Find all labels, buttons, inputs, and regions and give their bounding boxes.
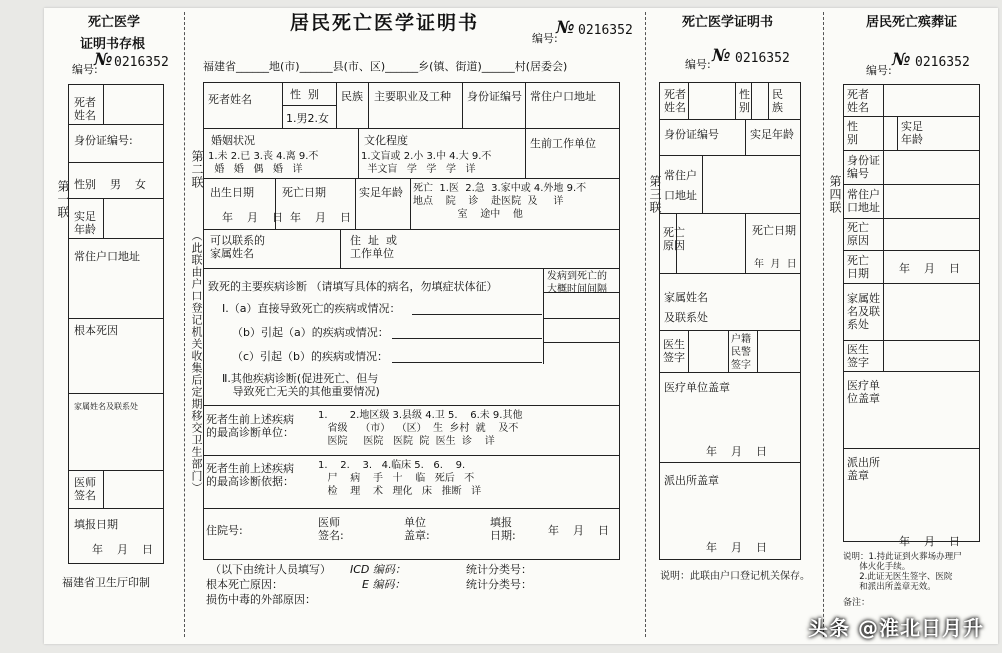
fourth-cause-label: 死亡 原因 xyxy=(847,221,869,247)
main-no-symbol: № xyxy=(556,18,575,38)
fourth-id-label: 身份证 编号 xyxy=(847,154,880,180)
fourth-serial-number: 0216352 xyxy=(915,55,970,70)
diagnosis-interval-label: 发病到死亡的 大概时间间隔 xyxy=(547,271,607,295)
perforation-line-1 xyxy=(184,12,185,637)
third-sex-label: 性 别 xyxy=(739,88,750,114)
stats-class-1: 统计分类号： xyxy=(466,563,532,576)
stats-root-cause: 根本死亡原因： xyxy=(206,578,283,591)
fourth-family-label: 家属姓 名及联 系处 xyxy=(847,292,880,331)
main-age-label: 实足年龄 xyxy=(359,186,403,199)
fourth-union-label: 第四联 xyxy=(828,175,842,214)
third-title: 死亡医学证明书 xyxy=(682,15,774,30)
third-serial-number: 0216352 xyxy=(735,51,790,66)
stub-family-label: 家属姓名及联系处 xyxy=(74,402,138,411)
third-police-seal-label: 派出所盖章 xyxy=(664,474,719,487)
fourth-title: 居民死亡殡葬证 xyxy=(866,15,958,30)
main-sex-label: 性 别 xyxy=(290,88,319,101)
main-death-place: 死亡 1.医 2.急 3.家中或 4.外地 9.不 地点 院 诊 赴医院 及 详 室 途中 他 xyxy=(413,183,587,220)
sign-doctor-label: 医师 签名: xyxy=(318,516,344,542)
third-union-label: 第三联 xyxy=(648,175,662,214)
fourth-sex-label: 性 别 xyxy=(847,120,858,146)
main-serial-number: 0216352 xyxy=(578,23,633,38)
stub-serial-number: 0216352 xyxy=(114,55,169,70)
fourth-remark: 备注： xyxy=(843,598,871,608)
main-workplace-label: 生前工作单位 xyxy=(530,137,596,150)
fourth-age-label: 实足 年龄 xyxy=(901,120,923,146)
third-police-seal-ymd: 年 月 日 xyxy=(706,541,767,554)
fourth-seal-ymd: 年 月 日 xyxy=(899,535,960,548)
fourth-no-symbol: № xyxy=(892,50,911,70)
fourth-note: 说明：1.持此证到火葬场办理尸 体火化手续。 2.此证无医生签字、医院 和派出所盖章无效。 xyxy=(843,552,962,592)
third-name-label: 死者 姓名 xyxy=(664,88,686,114)
third-serial-label: 编号: xyxy=(685,58,711,71)
stats-note: （以下由统计人员填写） xyxy=(210,563,331,576)
stats-icd: ICD 编码： xyxy=(350,563,406,576)
stub-residence-label: 常住户口地址 xyxy=(74,250,140,263)
third-med-seal-label: 医疗单位盖章 xyxy=(664,381,730,394)
stub-no-symbol: № xyxy=(94,50,113,70)
main-birth-label: 出生日期 xyxy=(210,186,254,199)
stub-sex-label: 性别 男 女 xyxy=(74,178,146,191)
fourth-death-ymd: 年 月 日 xyxy=(899,262,960,275)
stub-printer: 福建省卫生厅印制 xyxy=(62,576,150,589)
stub-fill-date-label: 填报日期 xyxy=(74,518,118,531)
stub-cause-label: 根本死因 xyxy=(74,324,118,337)
fourth-med-seal-label: 医疗单 位盖章 xyxy=(847,379,880,405)
main-serial-label: 编号: xyxy=(532,32,558,45)
stats-class-2: 统计分类号： xyxy=(466,578,532,591)
third-death-date-label: 死亡日期 xyxy=(752,224,796,237)
fourth-name-label: 死者 姓名 xyxy=(847,88,869,114)
main-death-label: 死亡日期 xyxy=(282,186,326,199)
third-no-symbol: № xyxy=(712,46,731,66)
third-doctor-label: 医生 签字 xyxy=(663,338,685,364)
main-name-label: 死者姓名 xyxy=(208,93,252,106)
unit-options: 1. 2.地区级 3.县级 4.卫 5. 6.未 9.其他 省级 （市） （区） 生 乡村 就 及不 医院 医院 医院 院 医生 诊 详 xyxy=(318,410,523,447)
main-birth-ymd: 年 月 日 xyxy=(222,211,283,224)
watermark-overlay: 头条 @淮北日月升 xyxy=(808,616,984,640)
third-id-label: 身份证编号 xyxy=(664,128,719,141)
main-side-note: （此联由户口登记机关收集后定期移交卫生部门） xyxy=(190,230,203,494)
main-sex-options: 1.男2.女 xyxy=(286,112,329,125)
third-death-ymd: 年 月 日 xyxy=(754,259,797,270)
third-residence-label: 常住户 口地址 xyxy=(664,169,697,202)
diagnosis-line-a: Ⅰ.（a）直接导致死亡的疾病或情况： xyxy=(222,302,401,315)
main-death-ymd: 年 月 日 xyxy=(290,211,351,224)
stub-age-label: 实足 年龄 xyxy=(74,210,96,236)
stub-title: 死亡医学 xyxy=(88,15,141,30)
diagnosis-line-ii: Ⅱ.其他疾病诊断(促进死亡、但与 导致死亡无关的其他重要情况) xyxy=(222,372,380,398)
main-union-label: 第二联 xyxy=(190,150,204,189)
basis-label: 死者生前上述疾病 的最高诊断依据： xyxy=(206,462,294,488)
unit-label: 死者生前上述疾病 的最高诊断单位： xyxy=(206,413,294,439)
sign-unit-label: 单位 盖章: xyxy=(404,516,430,542)
main-contact-address-label: 住 址 或 工作单位 xyxy=(350,234,397,260)
main-marital-options: 1.未 2.已 3.丧 4.离 9.不 婚 婚 偶 婚 详 xyxy=(208,151,319,175)
perforation-line-3 xyxy=(823,12,824,637)
main-education-label: 文化程度 xyxy=(364,134,408,147)
stub-date-label: 年 月 日 xyxy=(92,543,153,556)
stub-id-label: 身份证编号: xyxy=(74,134,133,147)
fourth-police-seal-label: 派出所 盖章 xyxy=(847,456,880,482)
stub-union-label: 第一联 xyxy=(56,180,70,219)
main-id-label: 身份证编号 xyxy=(467,90,522,103)
basis-options: 1. 2. 3. 4.临床 5. 6. 9. 尸 病 手 十 临 死后 不 检 理 术 理化 床 推断 详 xyxy=(318,460,482,497)
stub-name-label: 死者 姓名 xyxy=(74,96,96,122)
main-marital-label: 婚姻状况 xyxy=(211,134,255,147)
fourth-serial-label: 编号: xyxy=(866,64,892,77)
main-ethnic-label: 民族 xyxy=(341,90,363,103)
third-family-label: 家属姓名 及联系处 xyxy=(664,291,708,324)
third-age-label: 实足年龄 xyxy=(750,128,794,141)
stub-doctor-label: 医师 签名 xyxy=(74,476,96,502)
main-residence-label: 常住户口地址 xyxy=(530,90,596,103)
perforation-line-2 xyxy=(645,12,646,637)
third-ethnic-label: 民 族 xyxy=(772,88,783,114)
main-occupation-label: 主要职业及工种 xyxy=(374,90,451,103)
fourth-death-date-label: 死亡 日期 xyxy=(847,254,869,280)
sign-hospital-label: 住院号: xyxy=(206,524,243,537)
diagnosis-line-c: （c）引起（b）的疾病或情况： xyxy=(232,350,389,363)
stats-injury: 损伤中毒的外部原因： xyxy=(206,593,316,606)
main-address-line: 福建省______地(市)______县(市、区)______乡(镇、街道)______村(居委会) xyxy=(203,60,568,73)
sign-fill-label: 填报 日期: xyxy=(490,516,516,542)
sign-ymd: 年 月 日 xyxy=(548,524,609,537)
main-contact-label: 可以联系的 家属姓名 xyxy=(210,234,265,260)
stats-e-code: E 编码： xyxy=(362,578,406,591)
fourth-residence-label: 常住户 口地址 xyxy=(847,188,880,214)
third-med-seal-ymd: 年 月 日 xyxy=(706,445,767,458)
third-cause-label: 死亡 原因 xyxy=(663,226,685,252)
stub-subtitle: 证明书存根 xyxy=(80,37,146,52)
stub-serial-label: 编号: xyxy=(72,63,98,76)
third-note: 说明：此联由户口登记机关保存。 xyxy=(660,571,810,582)
diagnosis-line-b: （b）引起（a）的疾病或情况： xyxy=(232,326,389,339)
fourth-doctor-label: 医生 签字 xyxy=(847,343,869,369)
diagnosis-header: 致死的主要疾病诊断 （请填写具体的病名，勿填症状体征） xyxy=(208,280,498,293)
main-title: 居民死亡医学证明书 xyxy=(290,12,480,34)
main-education-options: 1.文盲或 2.小 3.中 4.大 9.不 半文盲 学 学 学 详 xyxy=(361,151,492,175)
third-police-label: 户籍 民警 签字 xyxy=(731,334,751,371)
